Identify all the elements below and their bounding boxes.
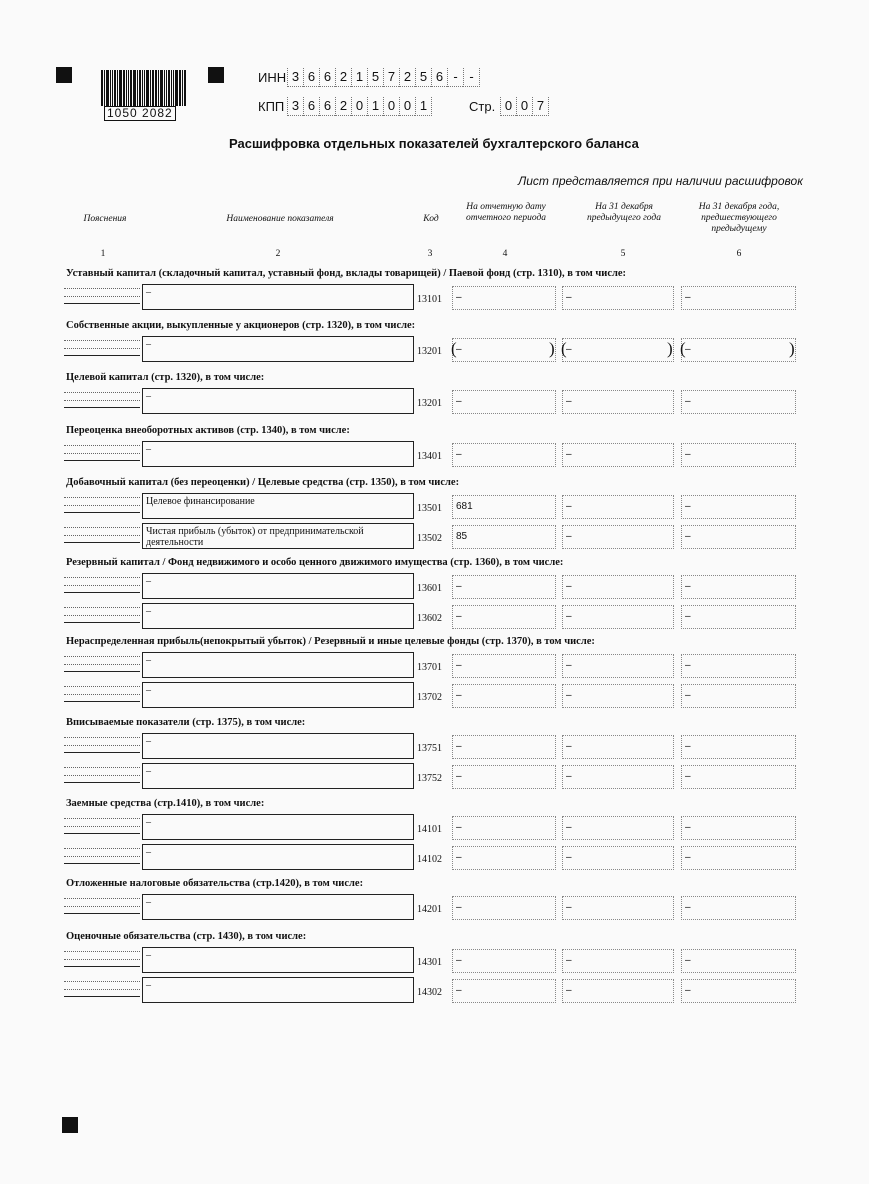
id-cell: 3 (287, 68, 303, 87)
id-cell: 1 (367, 97, 383, 116)
id-cell: 0 (351, 97, 367, 116)
value-cell (562, 286, 674, 310)
explanation-field (64, 527, 140, 543)
value-cell (681, 495, 796, 519)
indicator-name: – (142, 894, 414, 920)
value-4: – (456, 985, 462, 996)
indicator-name: – (142, 763, 414, 789)
column-number-2: 2 (275, 249, 281, 259)
section-heading: Целевой капитал (стр. 1320), в том числе: (66, 372, 265, 383)
value-6: – (685, 449, 691, 460)
value-5: – (566, 771, 572, 782)
value-cell (562, 735, 674, 759)
value-cell (452, 765, 556, 789)
row-code: 13702 (417, 692, 442, 703)
value-6: – (685, 611, 691, 622)
column-header-code: Код (423, 214, 439, 224)
column-number-1: 1 (100, 249, 106, 259)
inn-cells (287, 68, 480, 87)
value-4: – (456, 396, 462, 407)
row-code: 14201 (417, 904, 442, 915)
explanation-field (64, 737, 140, 753)
value-5: – (566, 344, 572, 355)
value-5: – (566, 822, 572, 833)
value-4: 681 (456, 501, 473, 512)
column-header-reporting-date: На отчетную дату отчетного периода (465, 202, 547, 223)
value-cell (681, 816, 796, 840)
value-5: – (566, 581, 572, 592)
alignment-marker-top-right (208, 67, 224, 83)
value-cell (562, 816, 674, 840)
value-6: – (685, 581, 691, 592)
id-cell: 1 (351, 68, 367, 87)
explanation-field (64, 818, 140, 834)
section-heading: Вписываемые показатели (стр. 1375), в том числе: (66, 717, 306, 728)
value-6: – (685, 771, 691, 782)
value-4: – (456, 852, 462, 863)
value-cell (562, 979, 674, 1003)
id-cell: 0 (399, 97, 415, 116)
value-cell (452, 949, 556, 973)
row-code: 13751 (417, 743, 442, 754)
value-4: – (456, 611, 462, 622)
indicator-name: – (142, 388, 414, 414)
column-header-indicator-name: Наименование показателя (226, 214, 334, 224)
indicator-name: – (142, 441, 414, 467)
value-cell (681, 605, 796, 629)
value-5: – (566, 501, 572, 512)
value-4: – (456, 581, 462, 592)
value-6: – (685, 292, 691, 303)
indicator-name: – (142, 733, 414, 759)
explanation-field (64, 686, 140, 702)
value-cell (681, 286, 796, 310)
value-6: – (685, 955, 691, 966)
value-cell (681, 525, 796, 549)
value-6: – (685, 531, 691, 542)
indicator-name: Чистая прибыль (убыток) от предпринимательской деятельности (142, 523, 414, 549)
value-4: – (456, 955, 462, 966)
value-cell (562, 575, 674, 599)
value-5: – (566, 292, 572, 303)
indicator-name: – (142, 977, 414, 1003)
value-cell (681, 575, 796, 599)
row-code: 14102 (417, 854, 442, 865)
value-5: – (566, 611, 572, 622)
row-code: 13201 (417, 346, 442, 357)
value-5: – (566, 902, 572, 913)
explanation-field (64, 445, 140, 461)
id-cell: - (447, 68, 463, 87)
value-6: – (685, 396, 691, 407)
indicator-name: – (142, 947, 414, 973)
explanation-field (64, 340, 140, 356)
column-number-6: 6 (736, 249, 742, 259)
value-6: – (685, 852, 691, 863)
section-heading: Собственные акции, выкупленные у акционеров (стр. 1320), в том числе: (66, 320, 416, 331)
section-heading: Оценочные обязательства (стр. 1430), в том числе: (66, 931, 307, 942)
explanation-field (64, 848, 140, 864)
id-cell: 7 (532, 97, 549, 116)
column-header-previous-year: На 31 декабря предыдущего года (587, 202, 661, 223)
column-header-explanations: Пояснения (83, 214, 127, 224)
id-cell: 0 (516, 97, 532, 116)
open-paren: ( (561, 339, 567, 358)
value-cell (452, 979, 556, 1003)
value-cell (452, 654, 556, 678)
value-cell (562, 390, 674, 414)
value-cell (681, 765, 796, 789)
value-cell (562, 338, 674, 362)
value-cell (681, 684, 796, 708)
section-heading: Резервный капитал / Фонд недвижимого и особо ценного движимого имущества (стр. 1360), в том числе: (66, 557, 564, 568)
row-code: 13701 (417, 662, 442, 673)
value-5: – (566, 985, 572, 996)
row-code: 13201 (417, 398, 442, 409)
value-cell (562, 443, 674, 467)
section-heading: Добавочный капитал (без переоценки) / Целевые средства (стр. 1350), в том числе: (66, 477, 460, 488)
explanation-field (64, 392, 140, 408)
page-label: Стр. (469, 99, 496, 114)
value-cell (452, 846, 556, 870)
id-cell: 0 (500, 97, 516, 116)
value-cell (452, 735, 556, 759)
row-code: 14101 (417, 824, 442, 835)
value-cell (452, 390, 556, 414)
value-cell (452, 896, 556, 920)
row-code: 14302 (417, 987, 442, 998)
explanation-field (64, 497, 140, 513)
id-cell: 6 (319, 97, 335, 116)
row-code: 14301 (417, 957, 442, 968)
value-4: – (456, 344, 462, 355)
value-cell (452, 286, 556, 310)
value-cell (681, 846, 796, 870)
open-paren: ( (680, 339, 686, 358)
column-number-3: 3 (427, 249, 433, 259)
value-4: – (456, 449, 462, 460)
value-cell (452, 575, 556, 599)
id-cell: 0 (383, 97, 399, 116)
value-cell (452, 816, 556, 840)
row-code: 13502 (417, 533, 442, 544)
value-6: – (685, 660, 691, 671)
value-cell (562, 495, 674, 519)
row-code: 13601 (417, 583, 442, 594)
value-6: – (685, 501, 691, 512)
value-cell (681, 896, 796, 920)
value-cell (562, 846, 674, 870)
indicator-name: – (142, 603, 414, 629)
value-cell (562, 525, 674, 549)
column-number-5: 5 (620, 249, 626, 259)
open-paren: ( (451, 339, 457, 358)
explanation-field (64, 656, 140, 672)
id-cell: 6 (319, 68, 335, 87)
close-paren: ) (667, 339, 673, 358)
id-cell: 5 (415, 68, 431, 87)
indicator-name: – (142, 814, 414, 840)
value-5: – (566, 955, 572, 966)
value-cell (562, 605, 674, 629)
id-cell: 5 (367, 68, 383, 87)
explanation-field (64, 577, 140, 593)
value-cell (681, 979, 796, 1003)
indicator-name: – (142, 652, 414, 678)
value-cell (681, 654, 796, 678)
value-5: – (566, 449, 572, 460)
barcode-number: 1050 2082 (104, 106, 176, 121)
column-number-4: 4 (502, 249, 508, 259)
value-6: – (685, 985, 691, 996)
value-6: – (685, 741, 691, 752)
id-cell: 2 (335, 97, 351, 116)
value-cell (452, 605, 556, 629)
value-4: – (456, 902, 462, 913)
indicator-name: – (142, 682, 414, 708)
id-cell: 2 (335, 68, 351, 87)
close-paren: ) (549, 339, 555, 358)
value-4: – (456, 690, 462, 701)
column-header-year-before-previous: На 31 декабря года, предшествующего предыдущему (698, 202, 780, 234)
value-cell (452, 495, 556, 519)
value-cell (452, 443, 556, 467)
inn-label: ИНН (258, 70, 287, 85)
value-4: – (456, 822, 462, 833)
value-cell (562, 896, 674, 920)
alignment-marker-bottom-left (62, 1117, 78, 1133)
value-cell (681, 390, 796, 414)
section-heading: Отложенные налоговые обязательства (стр.1420), в том числе: (66, 878, 364, 889)
value-cell (681, 735, 796, 759)
submission-note: Лист представляется при наличии расшифровок (518, 174, 803, 188)
row-code: 13602 (417, 613, 442, 624)
value-4: – (456, 660, 462, 671)
close-paren: ) (789, 339, 795, 358)
id-cell: 6 (431, 68, 447, 87)
row-code: 13501 (417, 503, 442, 514)
value-cell (452, 338, 556, 362)
value-cell (562, 949, 674, 973)
page-number-cells (500, 97, 549, 116)
value-6: – (685, 902, 691, 913)
row-code: 13401 (417, 451, 442, 462)
value-5: – (566, 531, 572, 542)
indicator-name: – (142, 573, 414, 599)
value-4: – (456, 292, 462, 303)
indicator-name: – (142, 284, 414, 310)
id-cell: 3 (287, 97, 303, 116)
barcode-image (101, 70, 187, 106)
explanation-field (64, 767, 140, 783)
kpp-label: КПП (258, 99, 285, 114)
explanation-field (64, 898, 140, 914)
section-heading: Заемные средства (стр.1410), в том числе: (66, 798, 265, 809)
value-cell (562, 654, 674, 678)
value-6: – (685, 822, 691, 833)
value-4: – (456, 771, 462, 782)
value-cell (681, 443, 796, 467)
section-heading: Нераспределенная прибыль(непокрытый убыток) / Резервный и иные целевые фонды (стр. 1370), в том числе: (66, 636, 595, 647)
section-heading: Переоценка внеоборотных активов (стр. 1340), в том числе: (66, 425, 350, 436)
value-cell (452, 684, 556, 708)
id-cell: 6 (303, 97, 319, 116)
value-cell (562, 684, 674, 708)
value-5: – (566, 690, 572, 701)
indicator-name: – (142, 844, 414, 870)
row-code: 13101 (417, 294, 442, 305)
explanation-field (64, 607, 140, 623)
indicator-name: – (142, 336, 414, 362)
value-6: – (685, 344, 691, 355)
id-cell: 2 (399, 68, 415, 87)
value-6: – (685, 690, 691, 701)
explanation-field (64, 288, 140, 304)
alignment-marker-top-left (56, 67, 72, 83)
explanation-field (64, 951, 140, 967)
value-cell (681, 949, 796, 973)
value-5: – (566, 852, 572, 863)
indicator-name: Целевое финансирование (142, 493, 414, 519)
value-5: – (566, 660, 572, 671)
value-4: – (456, 741, 462, 752)
page-title: Расшифровка отдельных показателей бухгалтерского баланса (229, 136, 639, 151)
value-cell (562, 765, 674, 789)
value-cell (452, 525, 556, 549)
row-code: 13752 (417, 773, 442, 784)
value-5: – (566, 741, 572, 752)
value-cell (681, 338, 796, 362)
value-4: 85 (456, 531, 468, 542)
id-cell: 6 (303, 68, 319, 87)
id-cell: 7 (383, 68, 399, 87)
id-cell: - (463, 68, 480, 87)
id-cell: 1 (415, 97, 432, 116)
kpp-cells (287, 97, 432, 116)
value-5: – (566, 396, 572, 407)
section-heading: Уставный капитал (складочный капитал, уставный фонд, вклады товарищей) / Паевой фонд (стр. 1310), в том числе: (66, 268, 627, 279)
explanation-field (64, 981, 140, 997)
